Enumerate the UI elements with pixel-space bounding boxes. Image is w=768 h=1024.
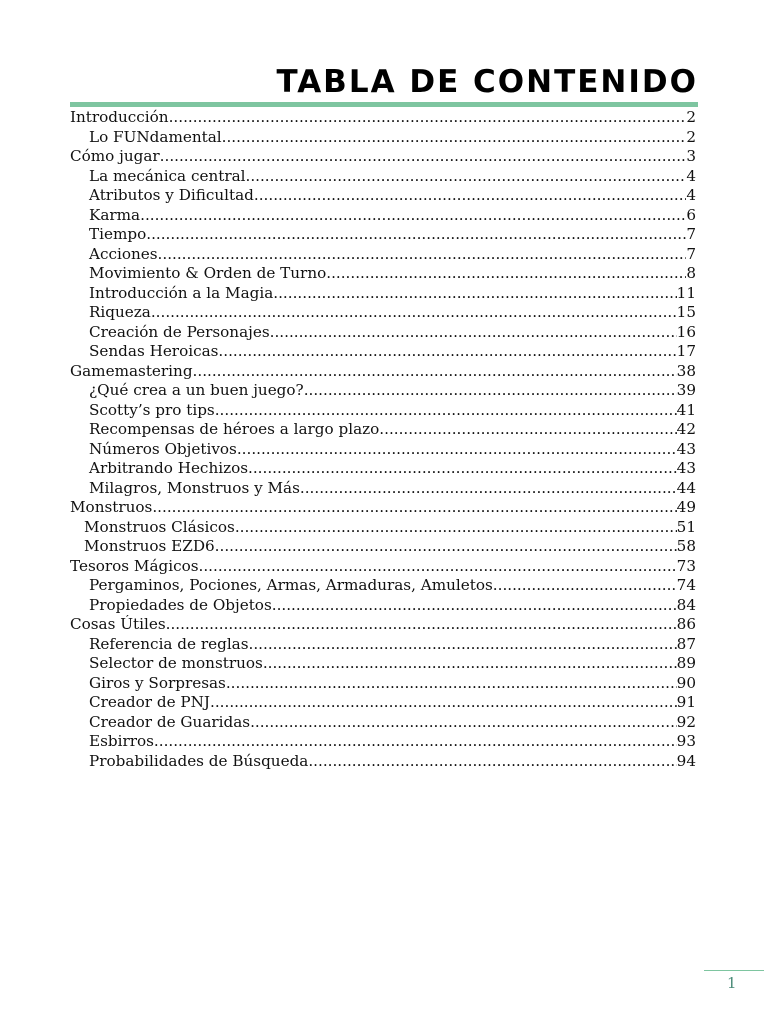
toc-entry-label: Movimiento & Orden de Turno [89,264,327,282]
dot-leader [169,108,687,128]
toc-entry-page: 89 [676,654,696,672]
toc-entry-label: Atributos y Dificultad [89,186,254,204]
dot-leader [158,245,687,265]
toc-entry[interactable] [70,635,696,655]
toc-entry-page: 4 [686,166,696,185]
toc-entry-page: 74 [676,576,696,594]
toc-entry-page: 58 [676,537,696,555]
dot-leader [151,303,677,323]
toc-entry-page: 42 [676,420,696,438]
dot-leader [308,752,676,772]
dot-leader [237,440,677,460]
toc-entry[interactable] [70,576,696,596]
toc-entry-page: 4 [686,186,696,204]
toc-entry-page: 90 [676,673,696,692]
toc-entry-page: 39 [676,381,696,399]
toc-entry-page: 94 [676,751,696,770]
toc-entry-label: Referencia de reglas [89,634,249,653]
dot-leader [152,498,676,518]
toc-entry-page: 87 [676,634,696,653]
toc-entry-label: Probabilidades de Búsqueda [89,751,309,770]
toc-entry-label: La mecánica central [89,166,246,185]
toc-entry-label: Tiempo [89,225,147,243]
toc-entry[interactable] [70,713,696,733]
toc-entry-page: 11 [676,283,696,302]
toc-entry-label: Gamemastering [70,361,193,380]
toc-entry[interactable] [70,752,696,772]
toc-entry-label: Creación de Personajes [89,322,270,341]
toc-entry-page: 3 [686,147,696,165]
toc-entry[interactable] [70,732,696,752]
table-of-contents [70,108,696,771]
toc-entry-page: 73 [676,556,696,575]
dot-leader [246,167,687,187]
dot-leader [215,401,677,421]
toc-entry-page: 92 [676,712,696,731]
dot-leader [146,225,686,245]
toc-entry[interactable] [70,342,696,362]
toc-entry-page: 43 [676,439,696,458]
toc-entry-page: 38 [676,361,696,380]
toc-entry-label: Sendas Heroicas [89,342,219,360]
toc-entry-label: Monstruos EZD6 [84,537,215,555]
toc-entry-label: ¿Qué crea a un buen juego? [89,381,304,399]
dot-leader [215,537,677,557]
toc-entry[interactable] [70,401,696,421]
toc-entry-label: Giros y Sorpresas [89,673,226,692]
toc-entry-label: Monstruos Clásicos [84,517,235,536]
toc-entry[interactable] [70,674,696,694]
toc-entry-label: Karma [89,205,141,224]
toc-entry-label: Números Objetivos [89,439,237,458]
toc-entry-page: 2 [686,127,696,146]
toc-entry-page: 86 [676,615,696,633]
toc-entry-label: Riqueza [89,303,151,321]
page-number: 1 [727,974,737,992]
dot-leader [304,381,677,401]
dot-leader [379,420,676,440]
dot-leader [210,693,677,713]
toc-entry-label: Pergaminos, Pociones, Armas, Armaduras, Amuletos [89,576,493,594]
toc-entry[interactable] [70,596,696,616]
toc-entry[interactable] [70,615,696,635]
toc-entry-label: Selector de monstruos [89,654,263,672]
toc-entry[interactable] [70,537,696,557]
dot-leader [154,732,677,752]
toc-entry-label: Creador de Guaridas [89,712,251,731]
toc-entry[interactable] [70,245,696,265]
toc-entry-label: Cómo jugar [70,147,160,165]
toc-entry-page: 49 [676,498,696,516]
toc-entry-page: 7 [686,225,696,243]
toc-entry-page: 91 [676,693,696,711]
toc-entry[interactable] [70,206,696,226]
toc-entry-label: Scotty’s pro tips [89,400,215,419]
dot-leader [199,557,677,577]
toc-entry[interactable] [70,284,696,304]
dot-leader [272,596,677,616]
dot-leader [222,128,687,148]
toc-entry-page: 7 [686,244,696,263]
toc-entry-label: Arbitrando Hechizos [89,459,249,477]
toc-entry-page: 84 [676,595,696,614]
toc-entry[interactable] [70,225,696,245]
dot-leader [249,635,677,655]
toc-entry-page: 6 [686,205,696,224]
dot-leader [263,654,677,674]
toc-entry-page: 51 [676,517,696,536]
dot-leader [254,186,686,206]
dot-leader [235,518,677,538]
title-underline [70,102,698,107]
toc-entry[interactable] [70,362,696,382]
toc-entry-label: Monstruos [70,498,153,516]
toc-entry[interactable] [70,479,696,499]
toc-entry[interactable] [70,186,696,206]
dot-leader [248,459,677,479]
toc-entry[interactable] [70,264,696,284]
dot-leader [160,147,687,167]
toc-entry-label: Tesoros Mágicos [70,556,199,575]
dot-leader [218,342,676,362]
toc-entry[interactable] [70,323,696,343]
toc-entry-page: 15 [676,303,696,321]
toc-entry-page: 93 [676,732,696,750]
toc-entry-page: 41 [676,400,696,419]
toc-entry-page: 17 [676,342,696,360]
dot-leader [270,323,677,343]
page-title: TABLA DE CONTENIDO [276,64,698,100]
dot-leader [140,206,686,226]
toc-entry-label: Esbirros [89,732,154,750]
dot-leader [250,713,677,733]
toc-entry[interactable] [70,420,696,440]
dot-leader [493,576,677,596]
toc-entry[interactable] [70,518,696,538]
dot-leader [273,284,676,304]
toc-entry[interactable] [70,498,696,518]
footer-rule [704,970,764,971]
dot-leader [193,362,677,382]
toc-entry-label: Propiedades de Objetos [89,595,272,614]
toc-entry-label: Lo FUNdamental [89,127,222,146]
dot-leader [226,674,677,694]
toc-entry-page: 44 [676,478,696,497]
toc-entry[interactable] [70,693,696,713]
toc-entry[interactable] [70,381,696,401]
toc-entry-page: 2 [686,108,696,126]
toc-entry[interactable] [70,147,696,167]
toc-entry-page: 8 [686,264,696,282]
toc-entry-page: 16 [676,322,696,341]
toc-entry-label: Cosas Útiles [70,615,166,633]
toc-entry[interactable] [70,167,696,187]
toc-entry[interactable] [70,440,696,460]
toc-entry[interactable] [70,108,696,128]
toc-entry-label: Introducción a la Magia [89,283,274,302]
toc-entry-page: 43 [676,459,696,477]
toc-entry[interactable] [70,128,696,148]
toc-entry-label: Recompensas de héroes a largo plazo [89,420,380,438]
toc-entry-label: Creador de PNJ [89,693,211,711]
toc-entry-label: Acciones [89,244,158,263]
toc-entry[interactable] [70,654,696,674]
toc-entry-label: Introducción [70,108,169,126]
toc-entry[interactable] [70,557,696,577]
dot-leader [326,264,686,284]
toc-entry[interactable] [70,303,696,323]
dot-leader [166,615,677,635]
dot-leader [300,479,677,499]
toc-entry-label: Milagros, Monstruos y Más [89,478,300,497]
toc-entry[interactable] [70,459,696,479]
